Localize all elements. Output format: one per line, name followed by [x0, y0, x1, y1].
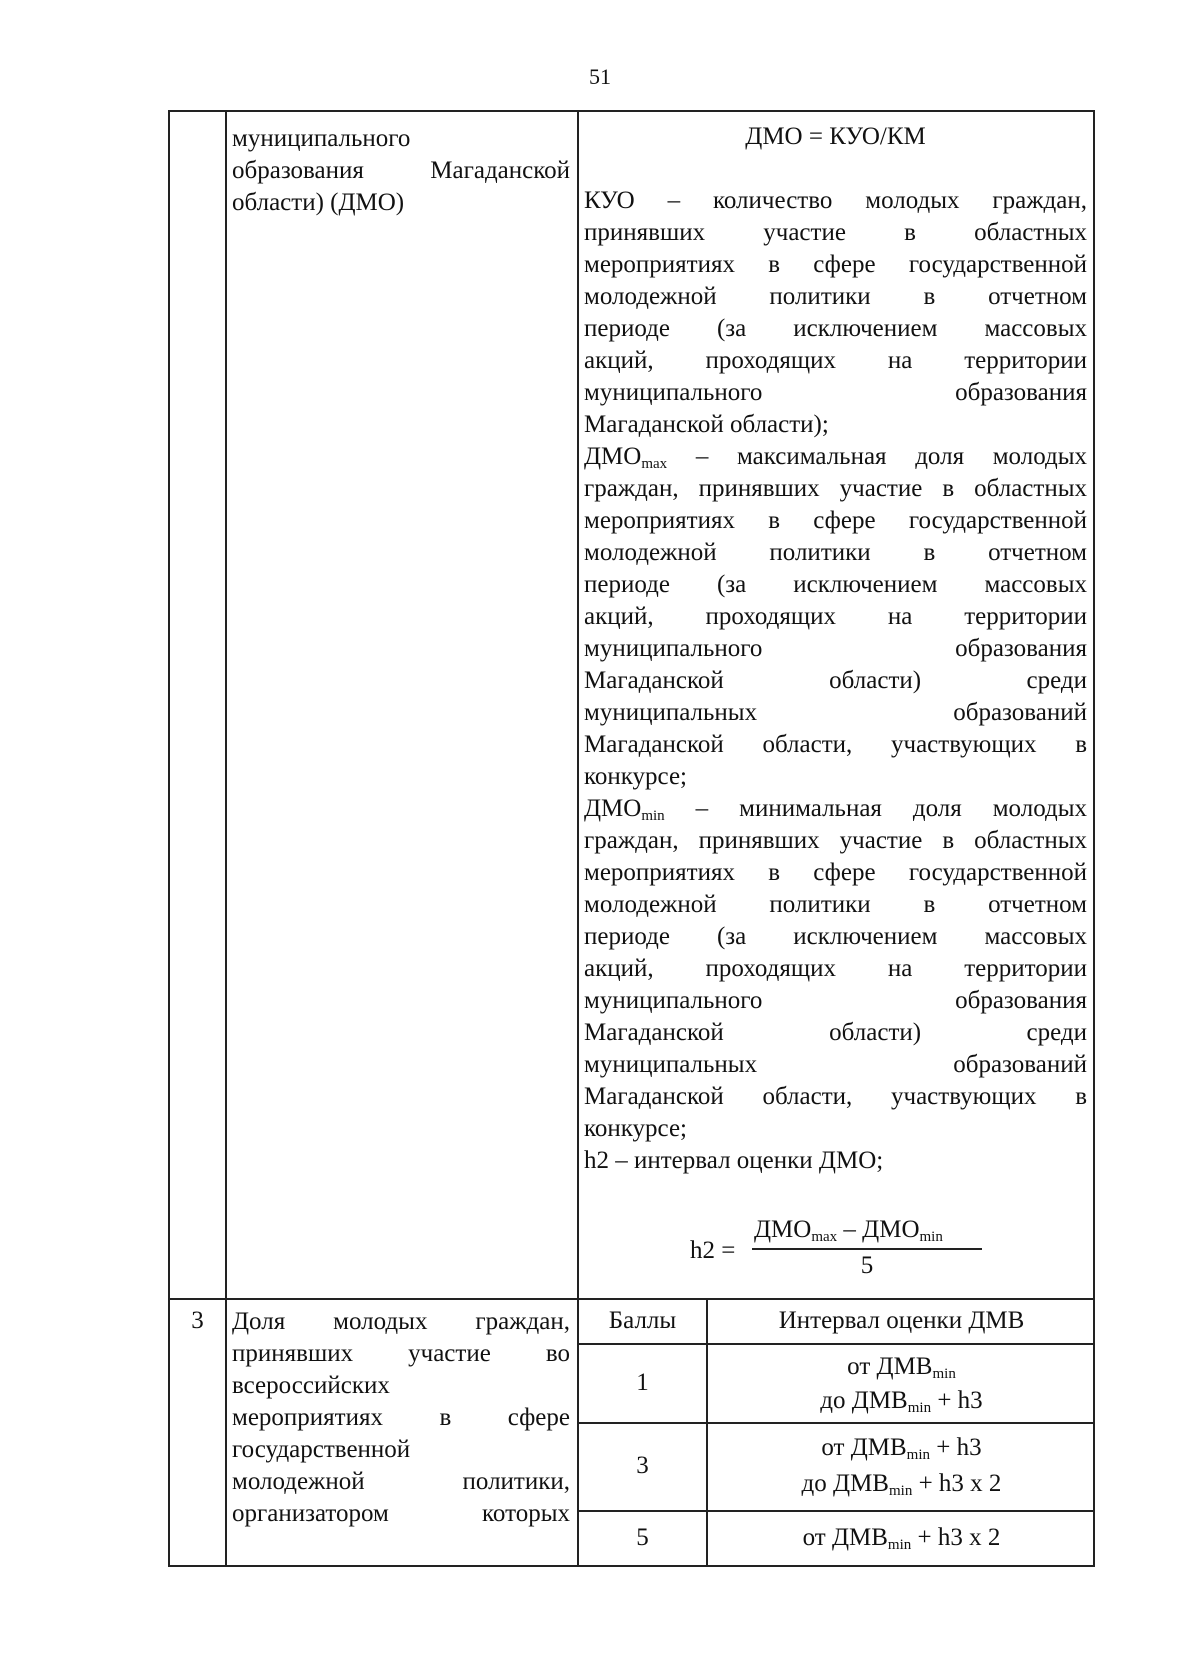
definition-line: молодежной политики в отчетном — [584, 283, 1087, 310]
column-divider-number — [225, 110, 227, 1567]
definition-line: Магаданской области) среди — [584, 1019, 1087, 1046]
definition-line: граждан, принявших участие в областных — [584, 827, 1087, 854]
interval-line: до $ДМВ_{min} + h3$ — [820, 1387, 983, 1416]
definition-line: граждан, принявших участие в областных — [584, 475, 1087, 502]
definition-line: мероприятиях в сфере государственной — [584, 251, 1087, 278]
score-value: 5 — [636, 1524, 649, 1551]
indicator-line: мероприятиях в сфере — [232, 1404, 570, 1431]
definition-line: молодежной политики в отчетном — [584, 539, 1087, 566]
interval-line: от $ДМВ_{min} + h3$ х 2 — [802, 1524, 1001, 1553]
definition-line: мероприятиях в сфере государственной — [584, 859, 1087, 886]
definition-line: периоде (за исключением массовых — [584, 923, 1087, 950]
definition-line: $ДМО_{max}$ – максимальная доля молодых — [584, 443, 1087, 472]
score-interval — [708, 1350, 1095, 1418]
fraction-bar — [752, 1248, 982, 1250]
h2-formula-denominator: 5 — [860, 1252, 874, 1279]
definition-line: Магаданской области, участвующих в — [584, 731, 1087, 758]
definition-line: акций, проходящих на территории — [584, 347, 1087, 374]
indicator-line: всероссийских — [232, 1372, 390, 1399]
indicator-line: организатором которых — [232, 1500, 570, 1527]
definition-line: Магаданской области); — [584, 411, 829, 438]
definition-h2: h2 – интервал оценки ДМО; — [584, 1147, 884, 1174]
score-value: 3 — [636, 1452, 649, 1479]
definition-line: принявших участие в областных — [584, 219, 1087, 246]
definition-line: $ДМО_{min}$ – минимальная доля молодых — [584, 795, 1087, 824]
definition-line: периоде (за исключением массовых — [584, 571, 1087, 598]
row2-indicator — [232, 1306, 570, 1530]
indicator-line: государственной — [232, 1436, 411, 1463]
definition-dmo-min — [584, 793, 1087, 1145]
score-header: Баллы — [608, 1307, 677, 1334]
indicator-line: муниципального — [232, 125, 411, 152]
indicator-line: молодежной политики, — [232, 1468, 570, 1495]
definition-line: муниципального образования — [584, 635, 1087, 662]
score-row-divider — [577, 1422, 1095, 1424]
indicator-line: Доля молодых граждан, — [232, 1308, 570, 1335]
indicator-line: области) (ДМО) — [232, 189, 405, 216]
score-value: 1 — [636, 1369, 649, 1396]
score-interval — [708, 1430, 1095, 1502]
main-formula: ДМО = КУО/КМ — [745, 123, 926, 150]
row1-indicator — [232, 123, 570, 219]
definition-line: Магаданской области) среди — [584, 667, 1087, 694]
score-row-divider — [577, 1343, 1095, 1345]
definition-line: муниципальных образований — [584, 1051, 1087, 1078]
definition-line: Магаданской области, участвующих в — [584, 1083, 1087, 1110]
definition-line: акций, проходящих на территории — [584, 603, 1087, 630]
definition-line: муниципальных образований — [584, 699, 1087, 726]
row2-number: 3 — [191, 1307, 204, 1334]
definition-line: КУО – количество молодых граждан, — [584, 187, 1087, 214]
definition-dmo-max — [584, 441, 1087, 793]
definition-kuo — [584, 185, 1087, 441]
row-divider — [168, 1298, 1095, 1300]
h2-formula-lhs: h2 = — [690, 1237, 736, 1264]
h2-formula-numerator: $ДМО_{max} - ДМО_{min}$ — [754, 1216, 943, 1245]
definition-line: конкурсе; — [584, 1115, 687, 1142]
interval-line: до $ДМВ_{min} + h3$ х 2 — [801, 1470, 1002, 1499]
indicator-line: принявших участие во — [232, 1340, 570, 1367]
score-interval — [708, 1522, 1095, 1554]
interval-line: от $ДМВ_{min} + h3$ — [821, 1434, 982, 1463]
score-row-divider — [577, 1510, 1095, 1512]
indicator-line: образования Магаданской — [232, 157, 570, 184]
page-number: 51 — [589, 64, 611, 89]
interval-header: Интервал оценки ДМВ — [778, 1307, 1025, 1334]
definition-line: муниципального образования — [584, 987, 1087, 1014]
definition-line: мероприятиях в сфере государственной — [584, 507, 1087, 534]
definition-line: акций, проходящих на территории — [584, 955, 1087, 982]
definition-line: молодежной политики в отчетном — [584, 891, 1087, 918]
interval-line: от $ДМВ_{min}$ — [847, 1353, 956, 1382]
definitions — [584, 185, 1087, 1177]
column-divider-indicator — [577, 110, 579, 1567]
definition-line: периоде (за исключением массовых — [584, 315, 1087, 342]
definition-line: конкурсе; — [584, 763, 687, 790]
definition-line: муниципального образования — [584, 379, 1087, 406]
